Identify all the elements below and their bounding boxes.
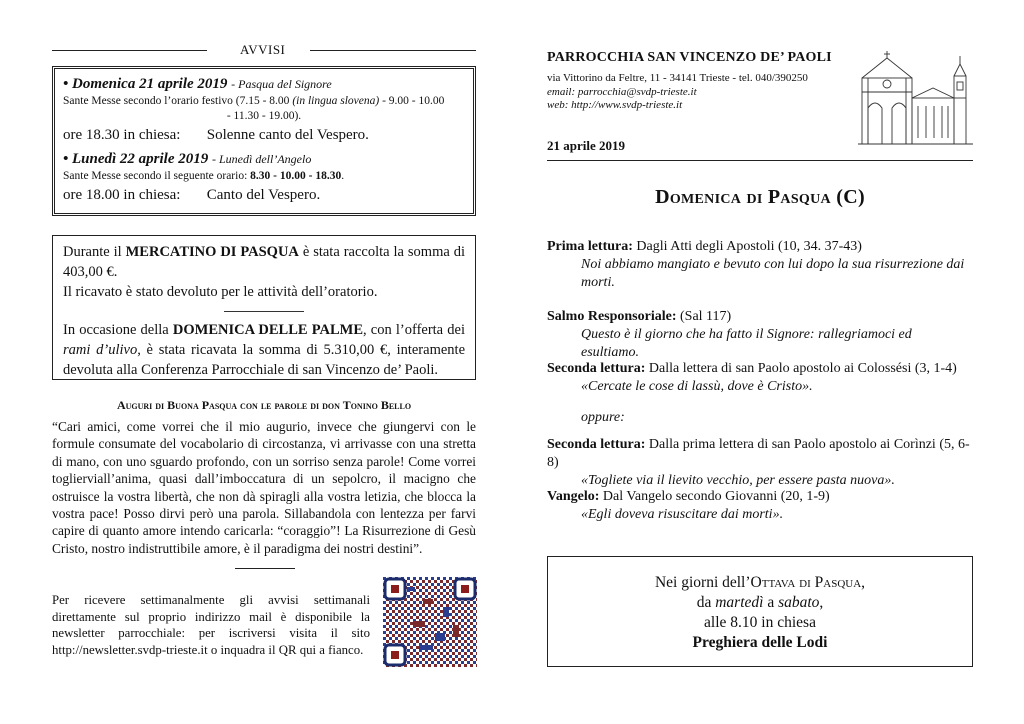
avvisi-rule-left xyxy=(52,50,207,51)
event2-masses: Sante Messe secondo il seguente orario: xyxy=(63,170,251,182)
event1-vespers-time: ore 18.30 in chiesa: xyxy=(63,127,181,143)
event2-subtitle: - Lunedì dell’Angelo xyxy=(212,152,312,166)
event1-vespers: Solenne canto del Vespero. xyxy=(206,127,369,143)
ottava-text: Nei giorni dell’ xyxy=(654,574,751,591)
reading-ref: Dagli Atti degli Apostoli (10, 34. 37-43) xyxy=(632,239,862,254)
reading-5 xyxy=(547,488,973,524)
palme-text-b: , con l’offerta dei xyxy=(363,322,465,338)
ottava-line-3: alle 8.10 in chiesa xyxy=(704,614,816,631)
reading-label: Salmo Responsoriale: xyxy=(547,309,677,324)
avvisi-box xyxy=(52,66,476,216)
reading-text: Questo è il giorno che ha fatto il Signore: rallegriamoci ed esultiamo. xyxy=(581,327,912,360)
header-rule xyxy=(547,160,973,161)
ottava-da: da xyxy=(696,594,716,611)
mercatino-text-b: è stata raccolta la somma di 403,00 €. xyxy=(63,244,465,280)
mercatino-paragraph xyxy=(63,242,465,282)
mercatino-text-a: Durante il xyxy=(63,244,126,260)
parish-web[interactable]: web: http://www.svdp-trieste.it xyxy=(547,99,683,111)
ottava-box xyxy=(547,556,973,667)
palme-text-a: In occasione della xyxy=(63,322,173,338)
auguri-title: Auguri di Buona Pasqua con le parole di don Tonino Bello xyxy=(116,398,412,412)
ottava-name: Ottava di Pasqua xyxy=(750,574,862,591)
ottava-comma-2: , xyxy=(819,594,824,611)
event2-vespers: Canto del Vespero. xyxy=(206,187,321,203)
palme-name: DOMENICA DELLE PALME xyxy=(172,322,364,338)
ottava-line-1 xyxy=(548,573,972,593)
newsletter-text: Per ricevere settimanalmente gli avvisi settimanali direttamente sul proprio indirizzo mail è disponibile la newsletter parrocchiale: per iscriversi visita il sito http://newsletter.svdp-trieste.it o inquadra il QR qui a fianco. xyxy=(52,593,370,657)
reading-text: Noi abbiamo mangiato e bevuto con lui dopo la sua risurrezione dai morti. xyxy=(581,257,965,290)
parish-email[interactable]: email: parrocchia@svdp-trieste.it xyxy=(547,86,697,98)
mercatino-usage: Il ricavato è stato devoluto per le attività dell’oratorio. xyxy=(63,284,378,300)
reading-ref: Dalla lettera di san Paolo apostolo ai Colossési (3, 1-4) xyxy=(645,361,957,376)
avvisi-heading: AVVISI xyxy=(240,42,286,57)
event2-masses-end: . xyxy=(341,170,345,182)
reading-label: Seconda lettura: xyxy=(547,361,646,376)
box-divider xyxy=(224,311,304,312)
event1-masses-3: - 11.30 - 19.00). xyxy=(226,110,302,122)
reading-text: «Togliete via il lievito vecchio, per essere pasta nuova». xyxy=(581,473,895,488)
reading-ref: (Sal 117) xyxy=(676,309,732,324)
reading-ref: Dal Vangelo secondo Giovanni (20, 1-9) xyxy=(599,489,830,504)
ottava-line-4: Preghiera delle Lodi xyxy=(692,634,828,651)
event1-masses-slovene: (in lingua slovena) xyxy=(292,95,380,107)
reading-text: «Cercate le cose di lassù, dove è Cristo». xyxy=(581,379,813,394)
mercatino-name: MERCATINO DI PASQUA xyxy=(125,244,299,260)
reading-1 xyxy=(547,238,973,292)
ottava-line-2 xyxy=(548,593,972,613)
avvisi-rule-right xyxy=(310,50,476,51)
event1-subtitle: - Pasqua del Signore xyxy=(231,77,332,91)
ottava-a: a xyxy=(763,594,779,611)
event2-masses-times: 8.30 - 10.00 - 18.30 xyxy=(250,170,342,182)
event2-vespers-time: ore 18.00 in chiesa: xyxy=(63,187,181,203)
event1-masses-2: - 9.00 - 10.00 xyxy=(379,95,445,107)
reading-3 xyxy=(547,360,973,396)
parish-name: PARROCCHIA SAN VINCENZO DE’ PAOLI xyxy=(547,50,832,65)
event2-title: • Lunedì 22 aprile 2019 xyxy=(63,151,209,167)
palme-rami: rami d’ulivo xyxy=(63,342,138,358)
reading-ref: Dalla prima lettera di san Paolo apostolo ai Corìnzi (5, 6-8) xyxy=(547,437,970,470)
reading-label: Vangelo: xyxy=(547,489,600,504)
palme-paragraph xyxy=(63,320,465,380)
reading-oppure: oppure: xyxy=(581,410,625,425)
qr-code[interactable] xyxy=(383,577,477,667)
auguri-text: “Cari amici, come vorrei che il mio augurio, invece che giungervi con le formule consumate del vocabolario di circostanza, vi arrivasse con una stretta di mano, con uno sguardo profondo, con un sorriso senza parole! Come vorrei toglierviall’anima, quasi dall’imboccatura di un sepolcro, il macigno che ostruisce la vostra libertà, che non dà spiragli alla vostra letizia, che blocca la vostra pace! Posso dirvi però una parola. Sillabandola con lentezza per farvi capire di quanto amore intendo caricarla: “coraggio”! La Risurrezione di Gesù Cristo, nostro indistruttibile amore, è il paradigma dei nostri destini”. xyxy=(52,419,476,556)
reading-label: Seconda lettura: xyxy=(547,437,646,452)
parish-address: via Vittorino da Feltre, 11 - 34141 Trieste - tel. 040/390250 xyxy=(547,72,808,84)
reading-2 xyxy=(547,308,973,362)
page-title: Domenica di Pasqua (C) xyxy=(655,186,865,208)
ottava-sabato: sabato xyxy=(778,594,820,611)
church-illustration xyxy=(858,48,973,148)
ottava-comma: , xyxy=(861,574,866,591)
event1-title: • Domenica 21 aprile 2019 xyxy=(63,76,228,92)
bulletin-date: 21 aprile 2019 xyxy=(547,138,625,153)
event1-masses: Sante Messe secondo l’orario festivo (7.15 - 8.00 xyxy=(63,95,293,107)
reading-4 xyxy=(547,436,973,490)
reading-label: Prima lettura: xyxy=(547,239,633,254)
offerings-box xyxy=(52,235,476,380)
auguri-divider xyxy=(235,568,295,569)
reading-text: «Egli doveva risuscitare dai morti». xyxy=(581,507,784,522)
ottava-martedi: martedì xyxy=(715,594,764,611)
palme-text-c: , è stata ricavata la somma di 5.310,00 €, interamente devoluta alla Conferenza Parrocchiale di san Vincenzo de’ Paoli. xyxy=(63,342,465,378)
